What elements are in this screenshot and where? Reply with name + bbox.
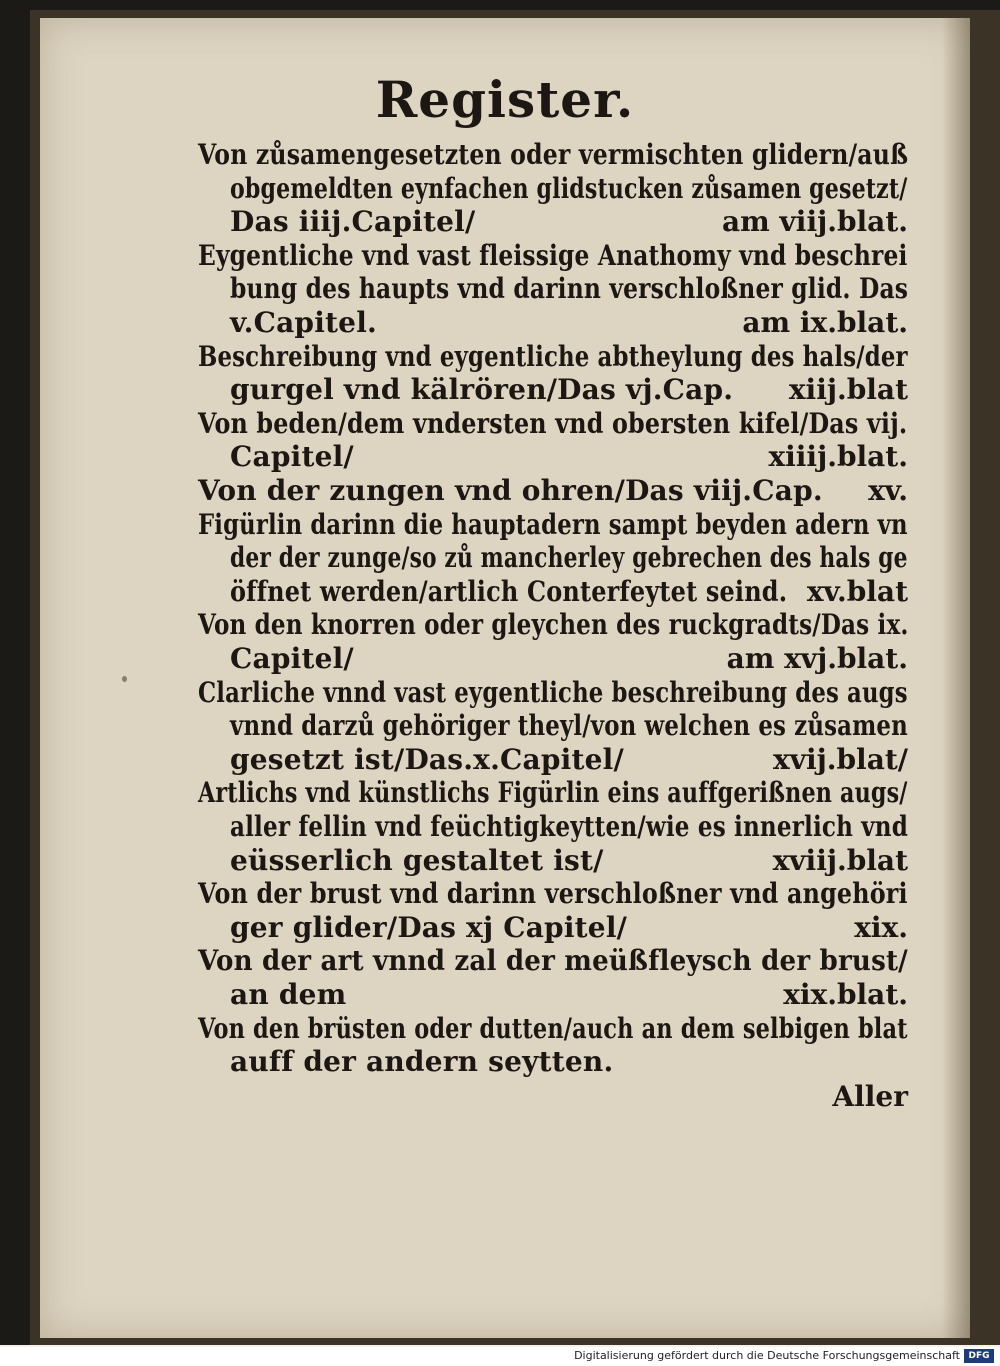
register-line-text: bung des haupts vnd darinn verschloßner glid. Das bbox=[230, 272, 909, 306]
register-page-reference: am ix.blat. bbox=[742, 306, 908, 339]
register-page-reference: xviij.blat bbox=[772, 843, 908, 877]
dfg-logo-icon: DFG bbox=[964, 1349, 994, 1363]
register-line-text: Beschreibung vnd eygentliche abtheylung des hals/der bbox=[198, 339, 908, 373]
register-line-text: an dem bbox=[230, 978, 347, 1011]
register-page-reference: xiij.blat bbox=[788, 373, 908, 407]
digitization-footer bbox=[0, 1347, 1000, 1366]
register-line bbox=[40, 239, 970, 273]
register-line bbox=[40, 776, 970, 810]
register-line bbox=[40, 1012, 970, 1046]
register-line-text: v.Capitel. bbox=[230, 306, 377, 339]
book-page bbox=[40, 18, 970, 1338]
register-line bbox=[40, 844, 970, 878]
register-line bbox=[40, 272, 970, 306]
register-line-text: gurgel vnd kälrören/Das vj.Cap. bbox=[230, 373, 734, 407]
register-line-text: gesetzt ist/Das.x.Capitel/ bbox=[230, 742, 624, 776]
register-line-text: Von den knorren oder gleychen des ruckgradts/Das ix. bbox=[198, 608, 909, 642]
register-line-text: Das iiij.Capitel/ bbox=[230, 205, 476, 239]
register-line-text: Von zůsamengesetzten oder vermischten glidern/auß bbox=[198, 138, 909, 171]
register-line-text: Von beden/dem vndersten vnd obersten kifel/Das vij. bbox=[198, 406, 908, 440]
register-line bbox=[40, 373, 970, 407]
register-line-text: Von den brüsten oder dutten/auch an dem selbigen blat bbox=[198, 1011, 908, 1045]
register-line-text: eüsserlich gestaltet ist/ bbox=[230, 843, 604, 877]
register-line-text: Clarliche vnnd vast eygentliche beschreibung des augs bbox=[198, 675, 908, 709]
register-line bbox=[40, 172, 970, 206]
register-line bbox=[40, 911, 970, 945]
register-page-reference: am viij.blat. bbox=[722, 205, 908, 239]
register-line bbox=[40, 743, 970, 777]
register-line bbox=[40, 541, 970, 575]
register-line-text: öffnet werden/artlich Conterfeytet seind. bbox=[230, 574, 788, 608]
catchword: Aller bbox=[832, 1080, 908, 1113]
register-entries bbox=[40, 18, 970, 1338]
register-line-text: Capitel/ bbox=[230, 642, 354, 675]
register-page-reference: xix.blat. bbox=[783, 978, 908, 1011]
register-line bbox=[40, 608, 970, 642]
register-line bbox=[40, 474, 970, 508]
register-line bbox=[40, 407, 970, 441]
footer-credit: Digitalisierung gefördert durch die Deutsche Forschungsgemeinschaft bbox=[574, 1349, 960, 1362]
register-line bbox=[40, 944, 970, 978]
register-line bbox=[40, 440, 970, 474]
register-line bbox=[40, 508, 970, 542]
register-line bbox=[40, 575, 970, 609]
register-line bbox=[40, 1045, 970, 1079]
register-line-text: Von der zungen vnd ohren/Das viij.Cap. bbox=[198, 474, 823, 507]
register-line bbox=[40, 877, 970, 911]
register-page-reference: xv.blat bbox=[806, 574, 908, 608]
register-line-text: Von der art vnnd zal der meüßfleysch der brust/ bbox=[198, 944, 908, 978]
register-page-reference: xiiij.blat. bbox=[768, 440, 908, 474]
register-page-reference: xvij.blat/ bbox=[773, 742, 908, 776]
register-line-text: Eygentliche vnd vast fleissige Anathomy vnd beschrei bbox=[198, 238, 908, 272]
register-line bbox=[40, 709, 970, 743]
register-line bbox=[40, 978, 970, 1012]
register-line-text: auff der andern seytten. bbox=[230, 1045, 614, 1079]
register-line-text: Artlichs vnd künstlichs Figürlin eins auffgerißnen augs/ bbox=[198, 776, 908, 810]
register-line-text: ger glider/Das xj Capitel/ bbox=[230, 910, 628, 944]
register-page-reference: xv. bbox=[868, 474, 908, 507]
register-line bbox=[40, 642, 970, 676]
register-line-text: der der zunge/so zů mancherley gebrechen des hals ge bbox=[230, 541, 908, 575]
register-line bbox=[40, 676, 970, 710]
register-line bbox=[40, 306, 970, 340]
register-line-text: obgemeldten eynfachen glidstucken zůsamen gesetzt/ bbox=[230, 171, 908, 205]
register-line bbox=[40, 810, 970, 844]
register-page-reference: xix. bbox=[854, 910, 908, 944]
register-line bbox=[40, 205, 970, 239]
page-title: Register. bbox=[375, 70, 635, 129]
register-line-text: vnnd darzů gehöriger theyl/von welchen es zůsamen bbox=[230, 709, 908, 743]
register-line-text: Capitel/ bbox=[230, 440, 354, 474]
register-line-text: Figürlin darinn die hauptadern sampt beyden adern vn bbox=[198, 507, 908, 541]
register-line-text: aller fellin vnd feüchtigkeytten/wie es innerlich vnd bbox=[230, 810, 909, 843]
register-page-reference: am xvj.blat. bbox=[726, 642, 908, 675]
register-line-text: Von der brust vnd darinn verschloßner vnd angehöri bbox=[198, 877, 908, 911]
register-line bbox=[40, 138, 970, 172]
register-line bbox=[40, 340, 970, 374]
